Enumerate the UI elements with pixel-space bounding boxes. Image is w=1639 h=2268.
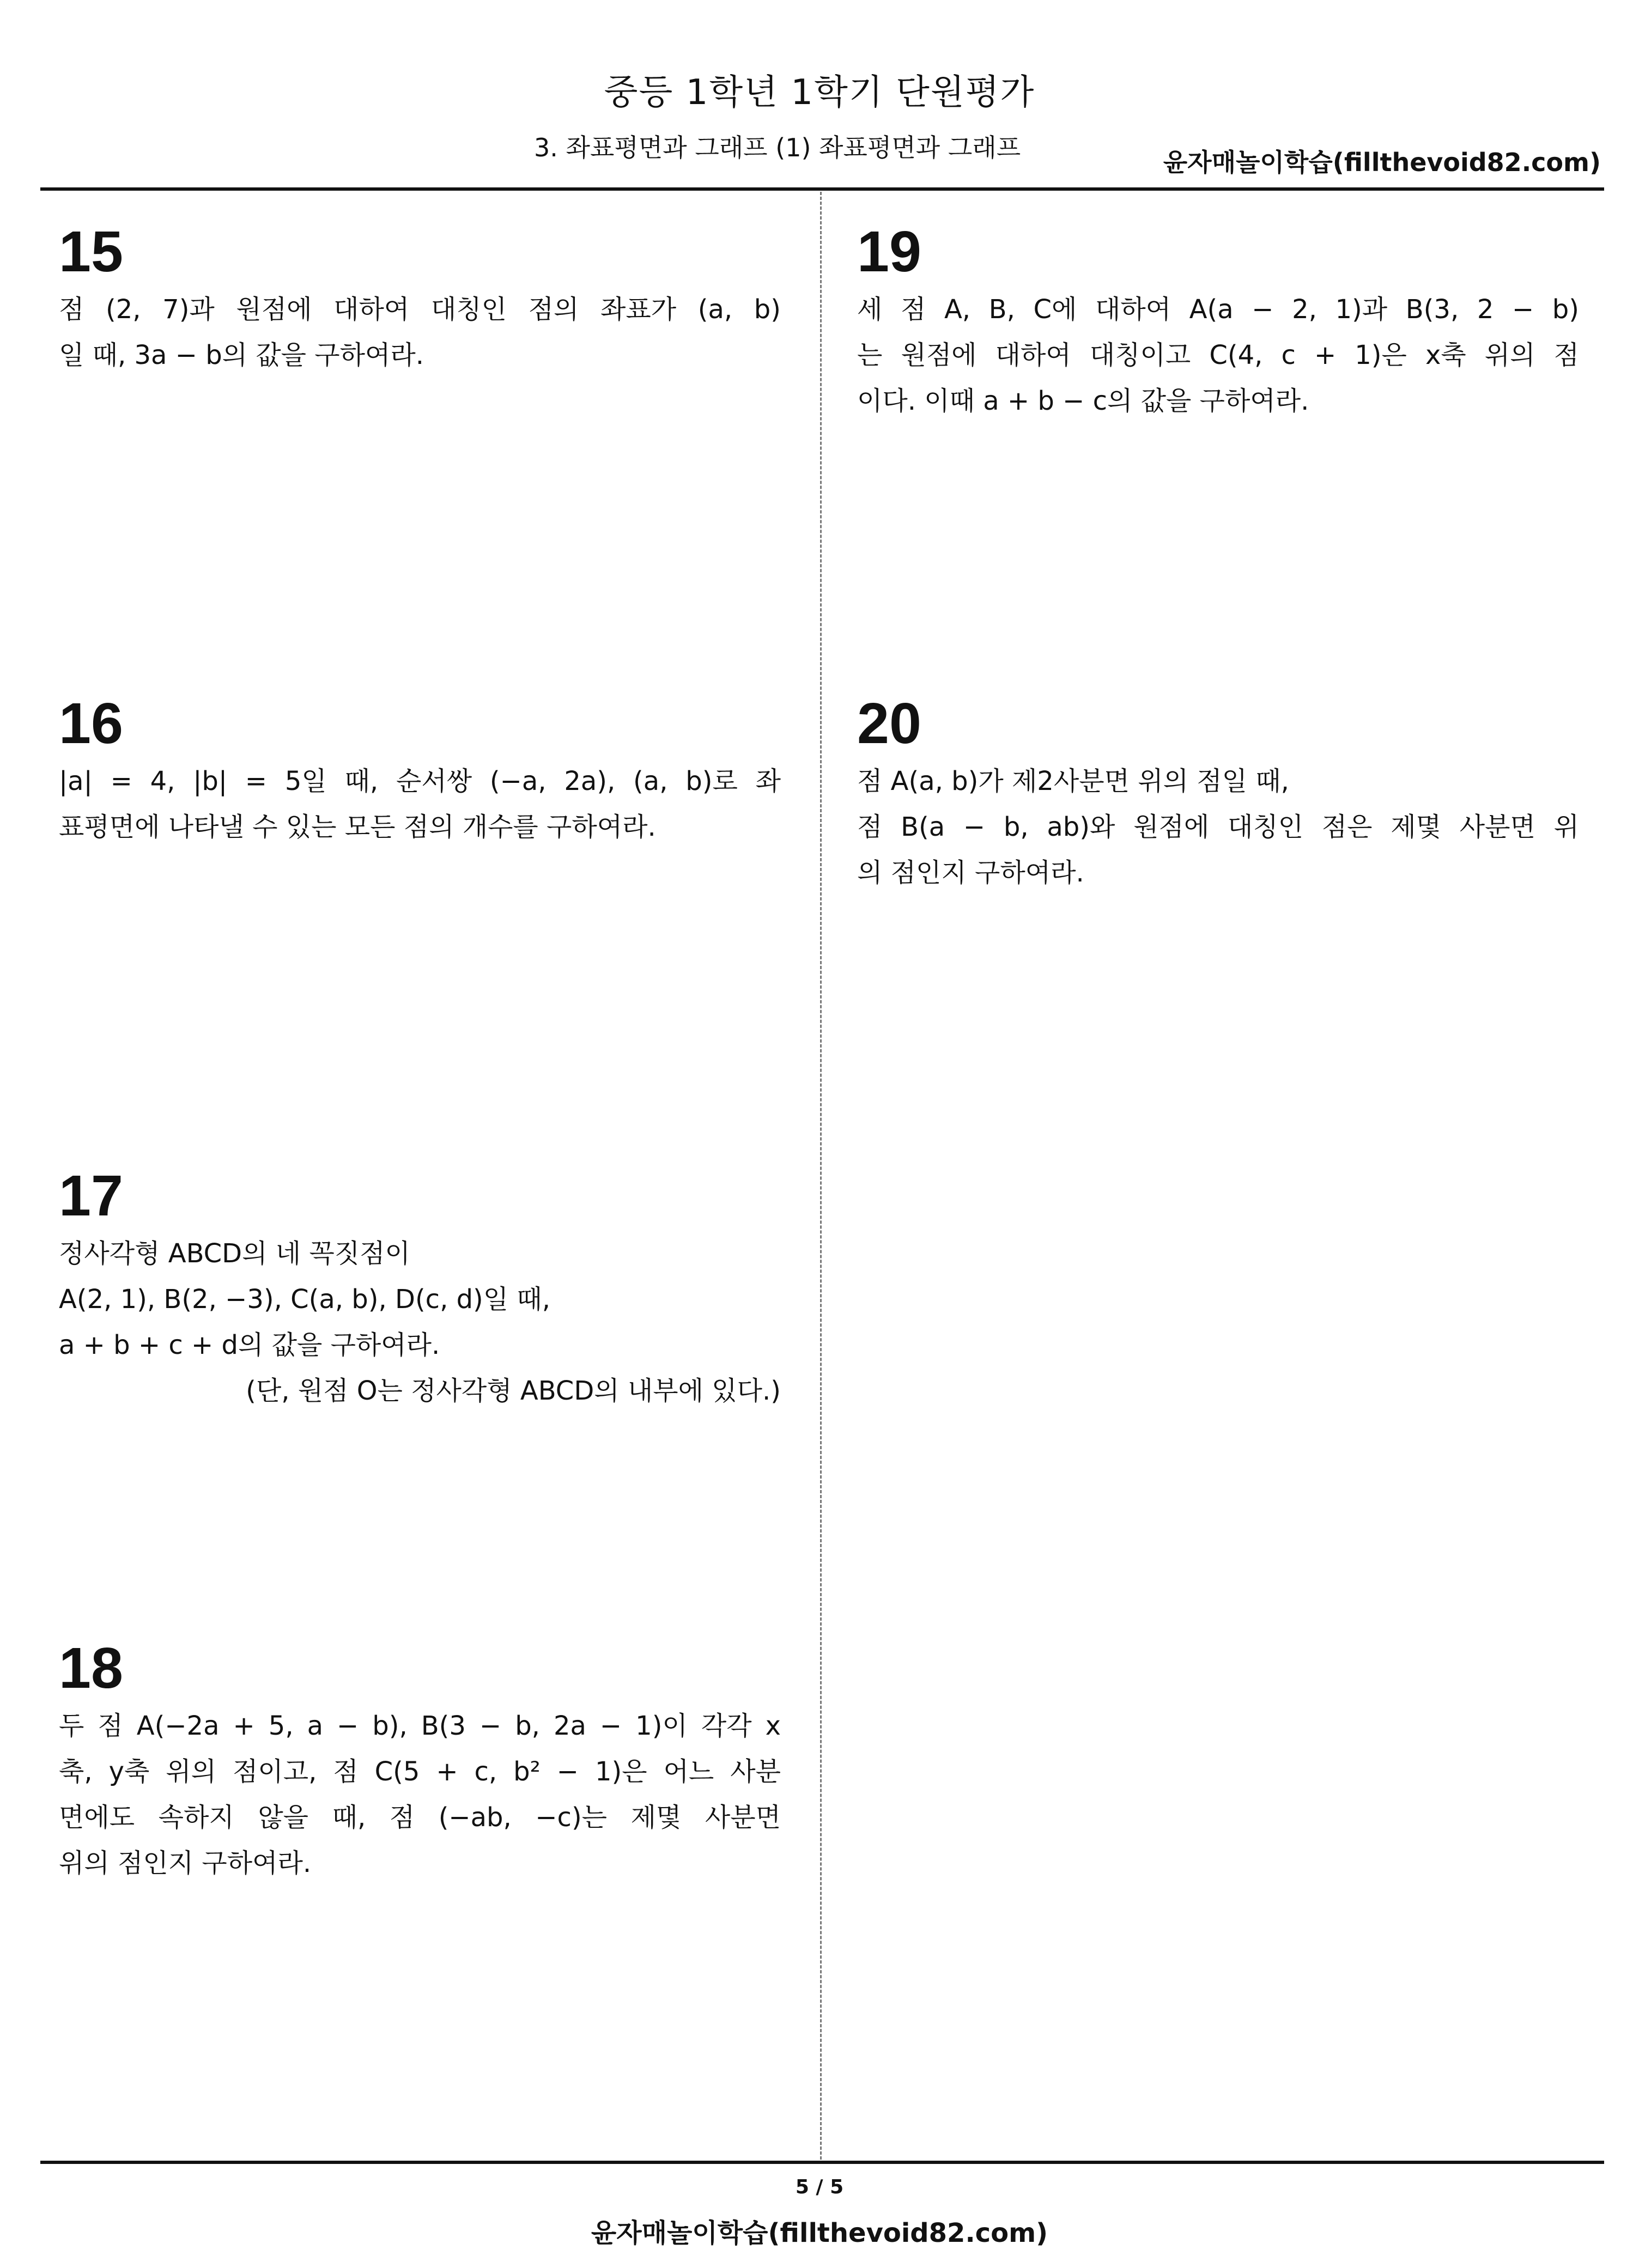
question-number: 16 [59, 691, 123, 756]
question-text-line: 는 원점에 대하여 대칭이고 C(4, c + 1)은 x축 위의 점 [857, 340, 1579, 370]
question-15 [59, 219, 781, 378]
question-number: 19 [857, 220, 921, 284]
question-text-line: 이다. 이때 a + b − c의 값을 구하여라. [857, 386, 1309, 416]
question-text-line: 면에도 속하지 않을 때, 점 (−ab, −c)는 제몇 사분면 [59, 1802, 781, 1833]
question-20 [857, 691, 1579, 896]
question-text-line: 두 점 A(−2a + 5, a − b), B(3 − b, 2a − 1)이 각각 x [59, 1711, 781, 1741]
header-rule [40, 187, 1604, 191]
question-text-line: A(2, 1), B(2, −3), C(a, b), D(c, d)일 때, [59, 1284, 551, 1315]
question-17 [59, 1163, 781, 1414]
question-text-line: 점 (2, 7)과 원점에 대하여 대칭인 점의 좌표가 (a, b) [59, 294, 781, 325]
page-number: 5 / 5 [795, 2176, 844, 2198]
header-brand: 윤자매놀이학습(fillthevoid82.com) [1163, 148, 1601, 177]
footer-brand: 윤자매놀이학습(fillthevoid82.com) [591, 2218, 1048, 2248]
question-text-line: 표평면에 나타낼 수 있는 모든 점의 개수를 구하여라. [59, 812, 656, 842]
question-16 [59, 691, 781, 850]
question-text-line: 일 때, 3a − b의 값을 구하여라. [59, 340, 424, 370]
footer-rule [40, 2161, 1604, 2164]
question-text-line: 점 A(a, b)가 제2사분면 위의 점일 때, [857, 766, 1289, 796]
question-condition: (단, 원점 O는 정사각형 ABCD의 내부에 있다.) [246, 1376, 781, 1406]
question-number: 18 [59, 1636, 123, 1700]
page-title: 중등 1학년 1학기 단원평가 [604, 72, 1035, 113]
question-text-line: 세 점 A, B, C에 대하여 A(a − 2, 1)과 B(3, 2 − b) [857, 294, 1579, 325]
question-text-line: 위의 점인지 구하여라. [59, 1848, 312, 1878]
unit-subtitle: 3. 좌표평면과 그래프 (1) 좌표평면과 그래프 [534, 133, 1021, 162]
question-number: 17 [59, 1164, 123, 1228]
question-text-line: 축, y축 위의 점이고, 점 C(5 + c, b² − 1)은 어느 사분 [59, 1756, 781, 1787]
question-text-line: a + b + c + d의 값을 구하여라. [59, 1330, 440, 1360]
column-divider [820, 192, 822, 2160]
question-19 [857, 219, 1579, 424]
question-text-line: 의 점인지 구하여라. [857, 858, 1084, 888]
question-number: 15 [59, 220, 123, 284]
question-text-line: 정사각형 ABCD의 네 꼭짓점이 [59, 1238, 410, 1269]
question-text-line: 점 B(a − b, ab)와 원점에 대칭인 점은 제몇 사분면 위 [857, 812, 1579, 842]
question-number: 20 [857, 691, 921, 756]
question-18 [59, 1635, 781, 1886]
question-text-line: |a| = 4, |b| = 5일 때, 순서쌍 (−a, 2a), (a, b)로 좌 [59, 766, 781, 796]
